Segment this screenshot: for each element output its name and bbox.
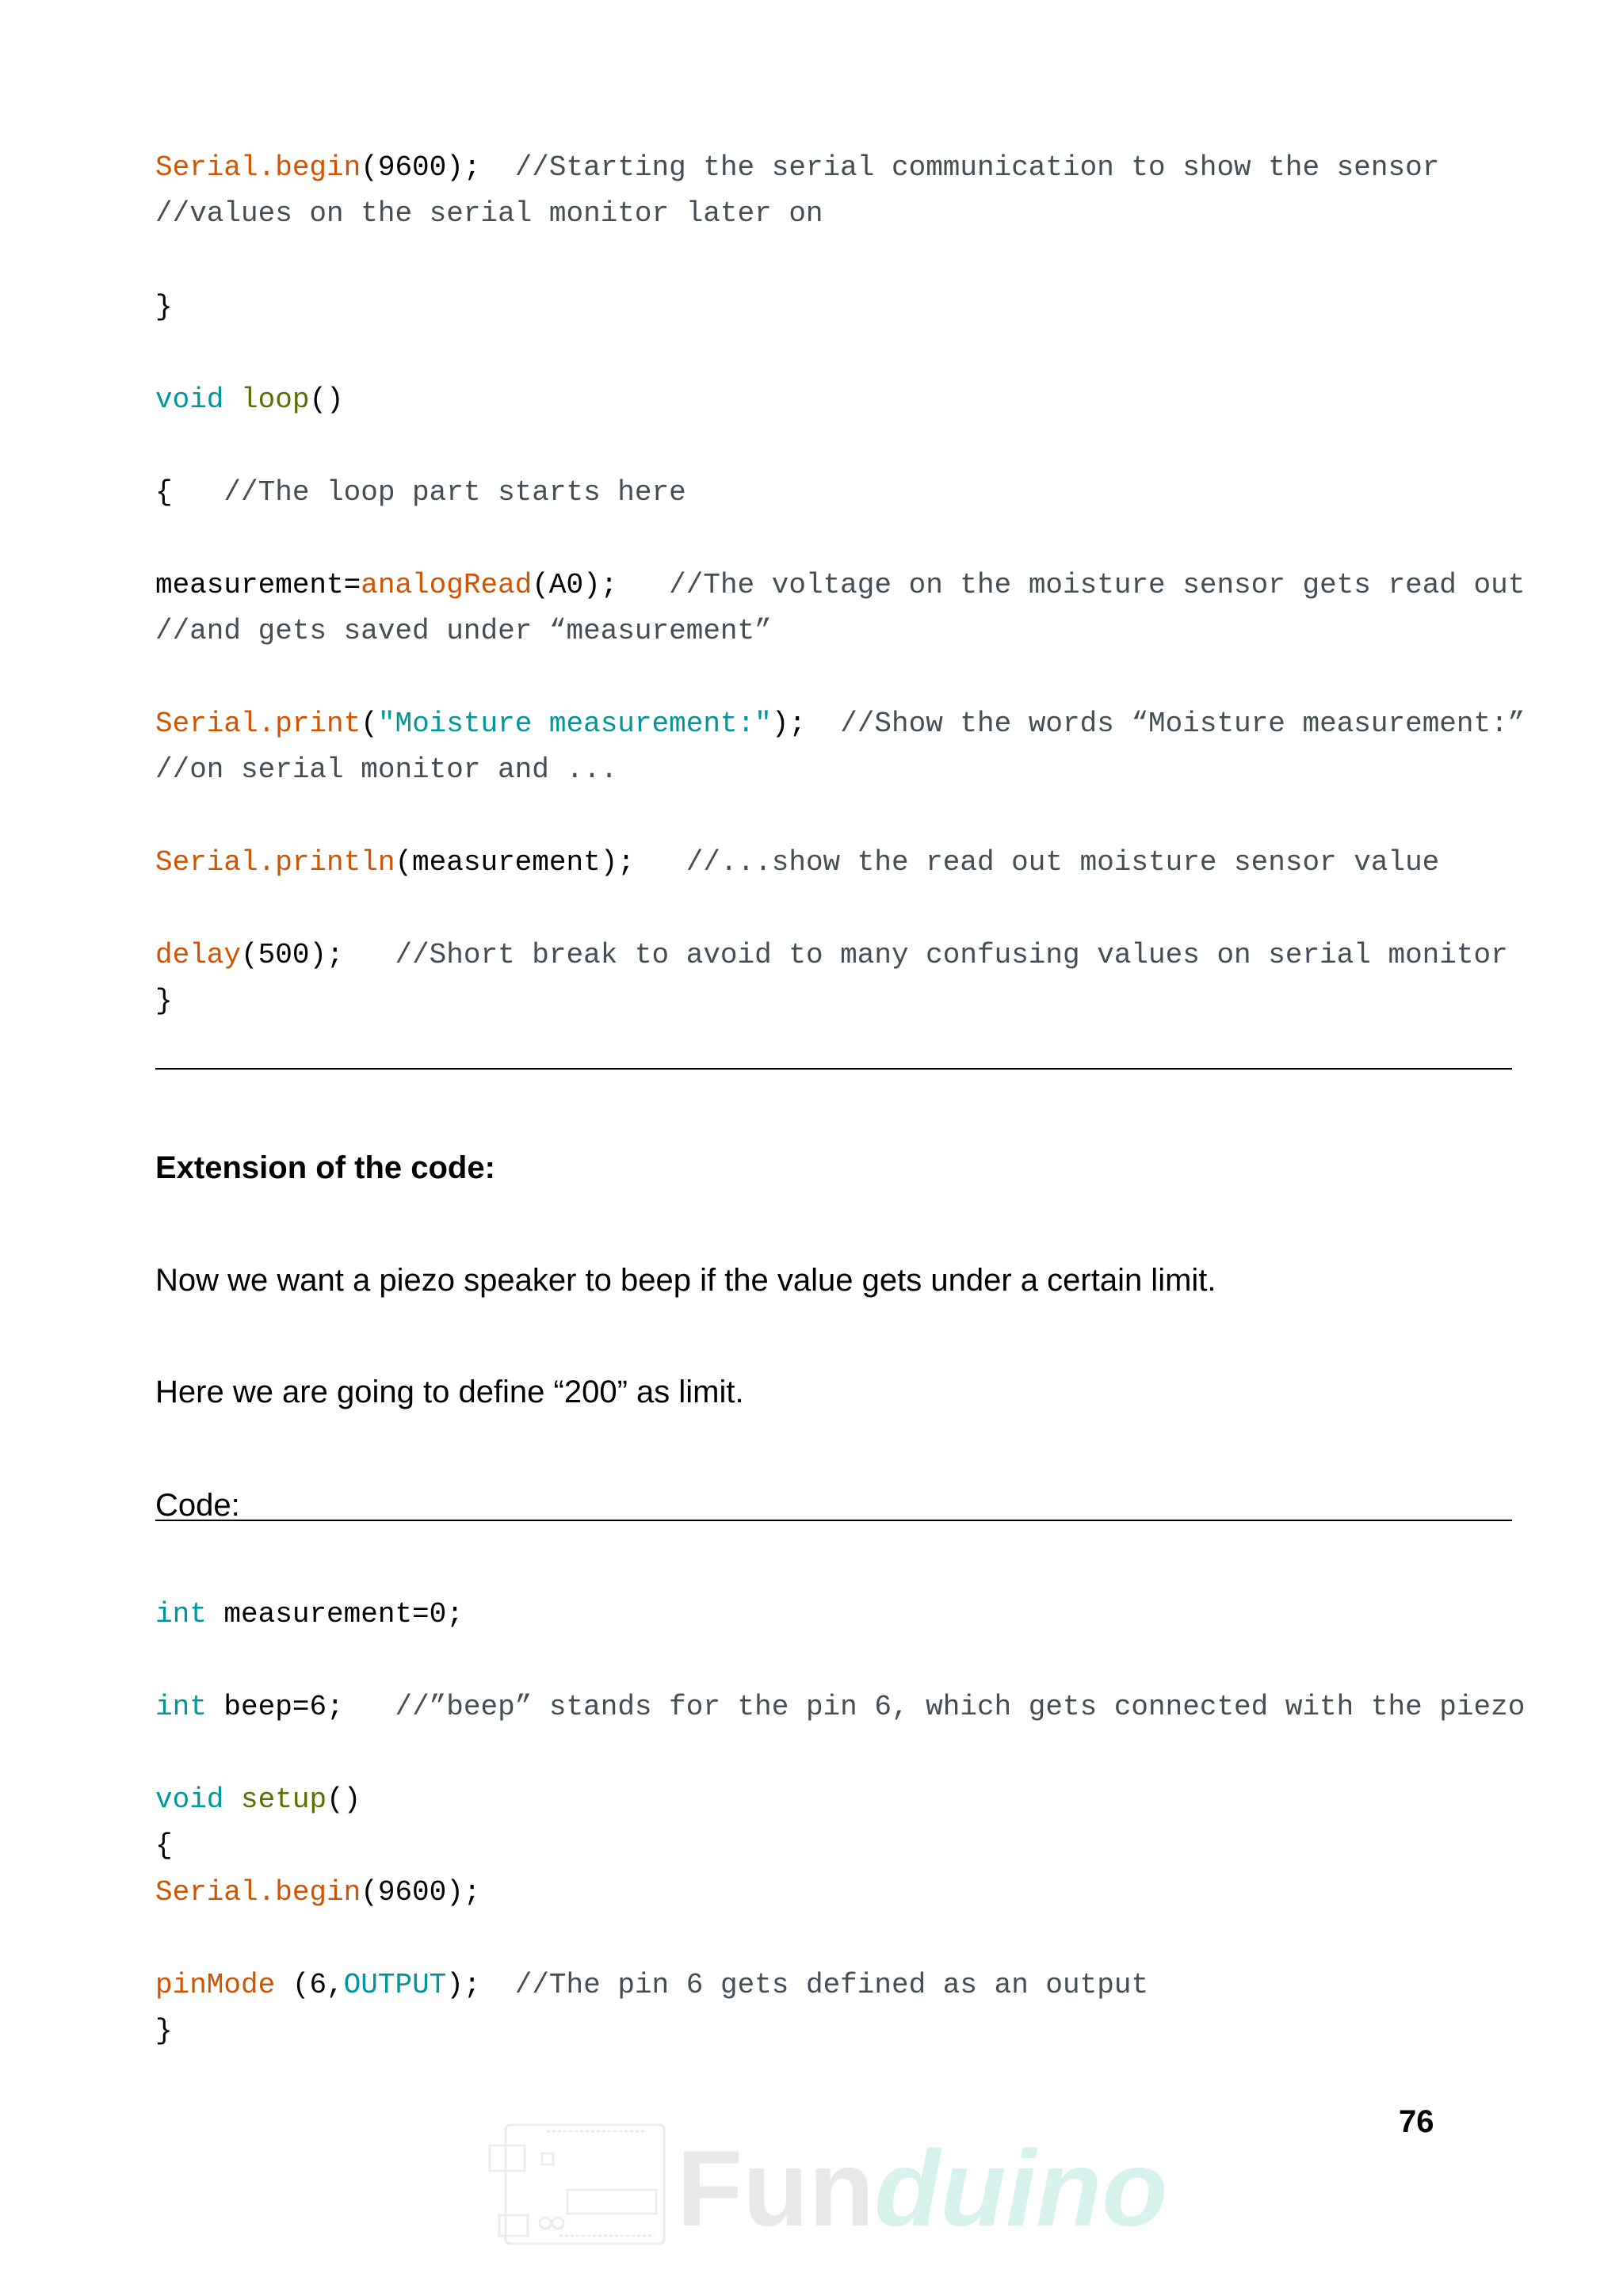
code-keyword: int [155,1691,207,1723]
code-comment: //values on the serial monitor later on [155,197,823,230]
code-function: loop [241,383,310,416]
code-comment: //on serial monitor and ... [155,753,618,786]
code-line [155,1829,173,1863]
code-function: Serial.begin [155,151,361,184]
paragraph: Here we are going to define “200” as limit. [155,1375,744,1409]
code-line [155,845,1439,880]
code-line [155,614,772,649]
code-line [155,151,1439,185]
code-label: Code: [155,1488,240,1523]
code-args: (500); [241,939,344,971]
code-line [155,1968,1148,2003]
code-line [155,475,686,510]
code-paren: () [309,383,344,416]
code-brace: } [155,291,173,323]
code-constant: OUTPUT [343,1969,447,2001]
code-text: measurement=0; [223,1598,464,1630]
code-keyword: void [155,1783,224,1816]
code-comment: //The pin 6 gets defined as an output [514,1969,1149,2001]
code-line [155,383,344,418]
code-comment: //The loop part starts here [223,476,686,509]
code-function: Serial.begin [155,1876,361,1909]
code-args: (9600); [361,1876,481,1909]
code-line [155,1783,361,1817]
funduino-logo [488,2114,1168,2256]
code-keyword: int [155,1598,207,1630]
code-args: (A0); [532,569,618,601]
code-paren: ( [361,707,378,740]
code-text: beep=6; [223,1691,344,1723]
code-brace: { [155,476,173,509]
code-line [155,568,1525,603]
paragraph: Now we want a piezo speaker to beep if the value gets under a certain limit. [155,1263,1216,1298]
page-number: 76 [1399,2104,1434,2139]
code-line [155,1690,1525,1725]
code-comment: //Starting the serial communication to show the sensor [514,151,1440,184]
code-paren: ); [771,707,806,740]
code-line [155,938,1508,973]
code-keyword: void [155,383,224,416]
code-line [155,290,173,325]
logo-wordmark: Funduino [677,2128,1168,2248]
section-heading: Extension of the code: [155,1150,495,1185]
code-paren: () [327,1783,361,1816]
code-line [155,707,1525,742]
code-comment: //...show the read out moisture sensor value [685,846,1440,879]
code-comment: //and gets saved under “measurement” [155,615,772,647]
code-comment: //”beep” stands for the pin 6, which gets connected with the piezo [395,1691,1526,1723]
code-function: setup [241,1783,327,1816]
code-text: ); [446,1969,481,2001]
code-line [155,1875,480,1910]
arduino-board-icon [488,2114,670,2248]
code-brace: } [155,985,173,1017]
code-function: analogRead [361,569,533,601]
code-brace: { [155,1829,173,1862]
code-comment: //The voltage on the moisture sensor gets read out [669,569,1526,601]
code-function: delay [155,939,242,971]
code-label-underline [155,1520,1512,1521]
code-args: (9600); [361,151,481,184]
code-line [155,1597,464,1632]
code-line [155,753,617,788]
section-divider [155,1068,1512,1070]
code-text: measurement= [155,569,361,601]
code-line [155,2014,173,2049]
code-comment: //Show the words “Moisture measurement:” [840,707,1526,740]
code-line [155,984,173,1019]
code-string: "Moisture measurement:" [377,707,772,740]
code-text: (6, [292,1969,344,2001]
code-function: pinMode [155,1969,276,2001]
code-function: Serial.println [155,846,395,879]
code-function: Serial.print [155,707,361,740]
code-brace: } [155,2015,173,2047]
code-comment: //Short break to avoid to many confusing values on serial monitor [395,939,1508,971]
code-line [155,196,823,231]
code-args: (measurement); [395,846,635,879]
